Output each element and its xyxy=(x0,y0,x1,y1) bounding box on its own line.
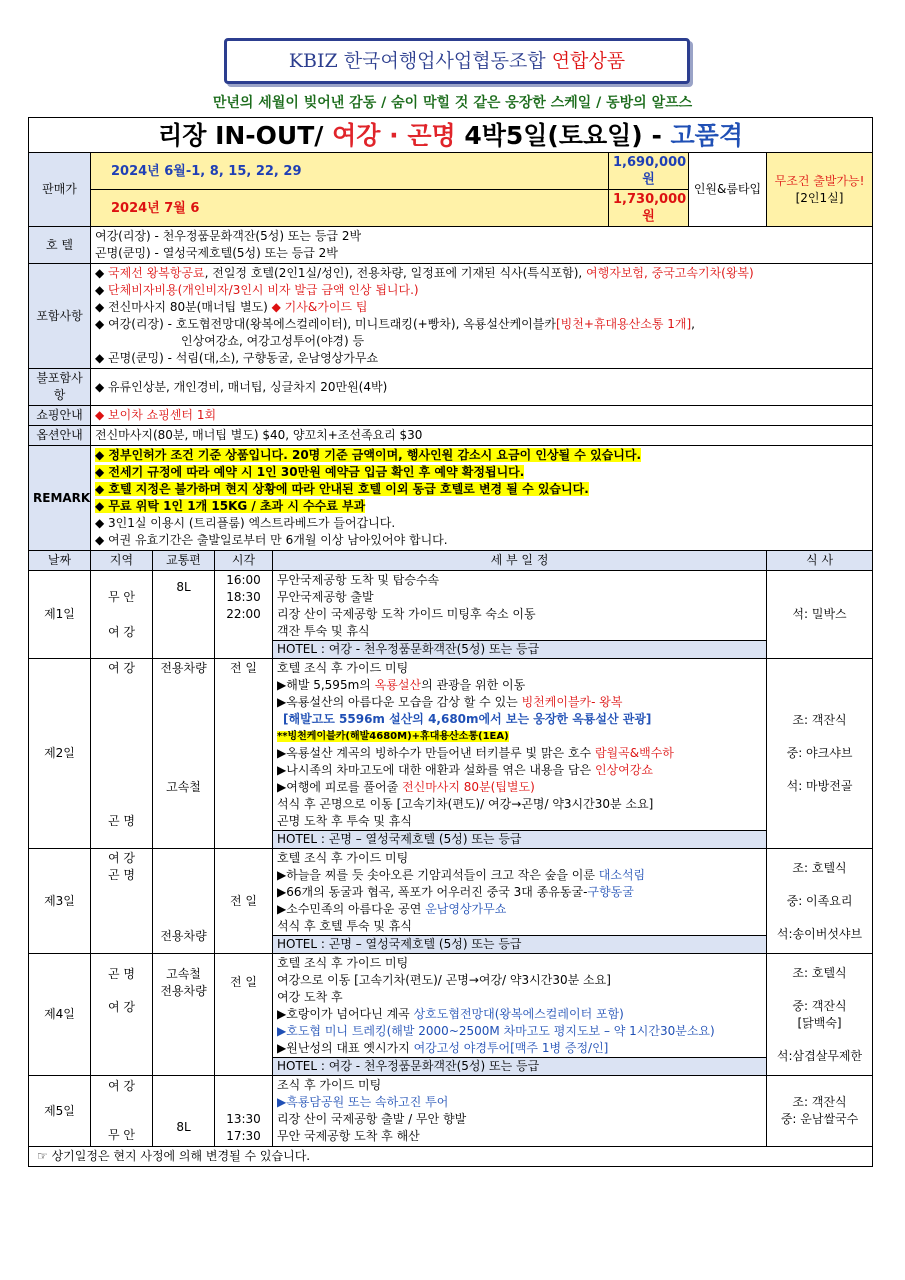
inc-kunming: ◆ 곤명(쿤밍) - 석림(대,소), 구향동굴, 운남영상가무쇼 xyxy=(95,351,379,365)
header-time: 시각 xyxy=(215,551,273,571)
footer-note: ☞ 상기일정은 현지 사정에 의해 변경될 수 있습니다. xyxy=(29,1147,873,1167)
remark-line-6: ◆ 여권 유효기간은 출발일로부터 만 6개월 이상 남아있어야 합니다. xyxy=(95,533,448,547)
day4-detail-5: ▶호도협 미니 트레킹(해발 2000~2500M 차마고도 평지도보 – 약 1시간30분소요) xyxy=(277,1024,715,1038)
excluded-info: ◆ 유류인상분, 개인경비, 매너팁, 싱글차지 20만원(4박) xyxy=(91,369,873,406)
day2-time: 전 일 xyxy=(215,659,273,849)
day4-transport xyxy=(153,954,215,1076)
day4-detail-4b: 상호도협전망대(왕복에스컬레이터 포함) xyxy=(413,1007,624,1021)
day5-label: 제5일 xyxy=(29,1076,91,1147)
day5-region-2: 무 안 xyxy=(108,1128,135,1142)
day1-time-2: 18:30 xyxy=(226,590,261,604)
day1-time-3: 22:00 xyxy=(226,607,261,621)
day2-meal-2: 중: 야크샤브 xyxy=(786,746,853,760)
inc-show: 인상여강쇼, 여강고성투어(야경) 등 xyxy=(181,334,365,348)
shopping-row xyxy=(29,406,873,426)
page-title xyxy=(29,118,873,153)
logo-prefix: KBIZ xyxy=(288,50,344,72)
day1-region-1: 무 안 xyxy=(108,589,135,604)
sales-price-1: 1,690,000원 xyxy=(609,153,689,190)
day2-detail-9: 석식 후 곤명으로 이동 [고속기차(편도)/ 여강→곤명/ 약3시간30분 소요] xyxy=(277,797,654,811)
day5-meal-2: 중: 운남쌀국수 xyxy=(780,1112,859,1126)
day2-detail-8b: 전신마사지 80분(팁별도) xyxy=(402,780,535,794)
day5-meal-1: 조: 객잔식 xyxy=(792,1095,847,1109)
day5-detail-3: 리장 산이 국제공항 출발 / 무안 향발 xyxy=(277,1112,467,1126)
day5-time-1: 13:30 xyxy=(226,1112,261,1126)
day2-detail-6b: 람월곡&백수하 xyxy=(594,746,674,760)
day1-time xyxy=(215,571,273,659)
option-info: 전신마사지(80분, 매너팁 별도) $40, 양꼬치+조선족요리 $30 xyxy=(91,426,873,446)
day4-detail-1: 호텔 조식 후 가이드 미팅 xyxy=(277,956,409,970)
day4-region-1: 곤 명 xyxy=(108,967,135,981)
day3-region-1: 여 강 xyxy=(108,851,135,865)
day2-meal-3: 석: 마방전골 xyxy=(786,779,853,793)
day3-label: 제3일 xyxy=(29,849,91,954)
day4-detail-2: 여강으로 이동 [고속기차(편도)/ 곤명→여강/ 약3시간30분 소요] xyxy=(277,973,611,987)
inc-comma: , xyxy=(691,317,695,331)
day5-detail xyxy=(273,1076,767,1147)
day2-detail xyxy=(273,659,767,849)
day1-region xyxy=(91,571,153,659)
day3-detail-3b: 구향동굴 xyxy=(587,885,634,899)
room-note-2: [2인1실] xyxy=(795,190,844,205)
excluded-row xyxy=(29,369,873,406)
day4-meal-1: 조: 호텔식 xyxy=(792,965,847,980)
day3-meal-2: 중: 이족요리 xyxy=(786,893,853,908)
logo-box xyxy=(224,38,690,84)
day4-region xyxy=(91,954,153,1076)
remark-line-4: ◆ 무료 위탁 1인 1개 15KG / 초과 시 수수료 부과 xyxy=(95,499,366,513)
day3-hotel: HOTEL : 곤명 – 열성국제호텔 (5성) 또는 등급 xyxy=(273,935,766,953)
inc-tip: ◆ 기사&가이드 팁 xyxy=(271,300,368,314)
day3-detail-5: 석식 후 호텔 투숙 및 휴식 xyxy=(277,919,412,933)
day2-detail-8a: ▶여행에 피로를 풀어줄 xyxy=(277,780,403,794)
day3-detail-1: 호텔 조식 후 가이드 미팅 xyxy=(277,851,409,865)
day2-region-1: 여 강 xyxy=(108,661,135,675)
day2-transport-2: 고속철 xyxy=(166,780,201,794)
day2-meal xyxy=(767,659,873,849)
day5-detail-4: 무안 국제공항 도착 후 해산 xyxy=(277,1129,420,1143)
header-meal: 식 사 xyxy=(767,551,873,571)
option-label: 옵션안내 xyxy=(29,426,91,446)
day3-meal-1: 조: 호텔식 xyxy=(792,860,847,875)
title-part3: 4박5일(토요일) - xyxy=(455,120,671,150)
day4-time: 전 일 xyxy=(215,954,273,1076)
day5-row xyxy=(29,1076,873,1147)
included-label: 포함사항 xyxy=(29,264,91,369)
day2-meal-1: 조: 객잔식 xyxy=(792,713,847,727)
day3-time: 전 일 xyxy=(215,849,273,954)
day2-region-2: 곤 명 xyxy=(108,814,135,828)
inc-train: 중국고속기차(왕복) xyxy=(651,266,754,280)
hotel-label: 호 텔 xyxy=(29,227,91,264)
day4-region-2: 여 강 xyxy=(108,1000,135,1014)
hotel-line-1: 여강(리장) - 천우정품문화객잔(5성) 또는 등급 2박 xyxy=(95,229,362,243)
day3-detail xyxy=(273,849,767,954)
remark-line-5: ◆ 3인1실 이용시 (트리플룸) 엑스트라베드가 들어갑니다. xyxy=(95,516,396,530)
remark-info xyxy=(91,446,873,551)
day5-region-1: 여 강 xyxy=(108,1079,135,1093)
day2-row xyxy=(29,659,873,849)
logo-product: 연합상품 xyxy=(551,50,626,72)
day3-region-2: 곤 명 xyxy=(108,868,135,882)
title-row xyxy=(29,118,873,153)
day2-hotel: HOTEL : 곤명 – 열성국제호텔 (5성) 또는 등급 xyxy=(273,830,766,848)
day1-time-1: 16:00 xyxy=(226,573,261,587)
day4-meal-2b: [닭백숙] xyxy=(797,1015,842,1030)
inc-massage: ◆ 전신마사지 80분(매너팁 별도) xyxy=(95,300,272,314)
remark-line-3: ◆ 호텔 지정은 불가하며 현지 상황에 따라 안내된 호텔 이외 동급 호텔로 변경 될 수 있습니다. xyxy=(95,482,589,496)
sales-label: 판매가 xyxy=(29,153,91,227)
room-type-label: 인원&룸타입 xyxy=(689,153,767,227)
remark-label: REMARK xyxy=(29,446,91,551)
shopping-info: ◆ 보이차 쇼핑센터 1회 xyxy=(91,406,873,426)
day3-detail-2a: ▶하늘을 찌를 듯 솟아오른 기암괴석들이 크고 작은 숲을 이룬 xyxy=(277,868,599,882)
day1-detail-3: 리장 산이 국제공항 도착 가이드 미팅후 숙소 이동 xyxy=(277,607,536,621)
day3-meal-3: 석:송이버섯샤브 xyxy=(776,926,863,941)
day1-hotel: HOTEL : 여강 - 천우정품문화객잔(5성) 또는 등급 xyxy=(273,640,766,658)
day2-label: 제2일 xyxy=(29,659,91,849)
day4-detail-6a: ▶원난성의 대표 옛시가지 xyxy=(277,1041,414,1055)
day4-transport-2: 전용차량 xyxy=(160,984,207,998)
hotel-line-2: 곤명(쿤밍) - 열성국제호텔(5성) 또는 등급 2박 xyxy=(95,246,338,260)
day1-detail xyxy=(273,571,767,659)
inc-main: , 전일정 호텔(2인1실/성인), 전용차량, 일정표에 기재된 식사(특식포함), xyxy=(204,266,587,280)
footer-row xyxy=(29,1147,873,1167)
day3-detail-2b: 대소석림 xyxy=(598,868,646,882)
day2-detail-3a: ▶옥룡설산의 아름다운 모습을 감상 할 수 있는 xyxy=(277,695,522,709)
slogan: 만년의 세월이 빚어낸 감동 / 숨이 막힐 것 같은 웅장한 스케일 / 동방의 알프스 xyxy=(212,95,693,111)
sales-date-2: 2024년 7월 6 xyxy=(91,190,609,227)
inc-insurance: 여행자보험, xyxy=(586,266,652,280)
day2-detail-3b: 빙천케이블카- 왕복 xyxy=(521,695,623,709)
day4-meal-3: 석:삼겹살무제한 xyxy=(776,1048,863,1063)
excluded-label: 불포함사항 xyxy=(29,369,91,406)
day5-detail-2: ▶흑룡담공원 또는 속하고진 투어 xyxy=(277,1095,449,1109)
day4-transport-1: 고속철 xyxy=(166,967,201,981)
day2-detail-7b: 인상여강쇼 xyxy=(594,763,653,777)
inc-airfare: 국제선 왕복항공료 xyxy=(108,266,205,280)
day2-detail-7a: ▶나시족의 차마고도에 대한 애환과 설화를 엮은 내용을 담은 xyxy=(277,763,595,777)
day1-meal: 석: 밀박스 xyxy=(767,571,873,659)
hotel-row xyxy=(29,227,873,264)
inc-glacier: [빙천+휴대용산소통 1개] xyxy=(555,317,692,331)
sales-date-1: 2024년 6월-1, 8, 15, 22, 29 xyxy=(91,153,609,190)
day2-transport-1: 전용차량 xyxy=(160,661,207,675)
day5-region xyxy=(91,1076,153,1147)
day5-detail-1: 조식 후 가이드 미팅 xyxy=(277,1078,382,1092)
header-region: 지역 xyxy=(91,551,153,571)
remark-line-2: ◆ 전세기 규정에 따라 예약 시 1인 30만원 예약금 입금 확인 후 예약 확정됩니다. xyxy=(95,465,525,479)
itinerary-table xyxy=(28,117,873,1167)
title-part2: 여강 · 곤명 xyxy=(332,120,456,150)
room-note xyxy=(767,153,873,227)
option-row xyxy=(29,426,873,446)
day1-label: 제1일 xyxy=(29,571,91,659)
day1-region-2: 여 강 xyxy=(108,624,135,639)
day2-detail-10: 곤명 도착 후 투숙 및 휴식 xyxy=(277,814,412,828)
day2-detail-5: **빙천케이블카(해발4680M)+휴대용산소통(1EA) xyxy=(277,731,509,742)
day1-detail-1: 무안국제공항 도착 및 탑승수속 xyxy=(277,573,440,587)
title-part1: 리장 IN-OUT/ xyxy=(158,120,333,150)
logo-org: 한국여행업사업협동조합 xyxy=(343,50,552,72)
day2-transport xyxy=(153,659,215,849)
day2-region xyxy=(91,659,153,849)
remark-line-1: ◆ 정부인허가 조건 기준 상품입니다. 20명 기준 금액이며, 행사인원 감소시 요금이 인상될 수 있습니다. xyxy=(95,448,642,462)
day5-transport: 8L xyxy=(153,1076,215,1147)
day5-meal xyxy=(767,1076,873,1147)
day1-transport: 8L xyxy=(153,571,215,659)
day1-detail-2: 무안국제공항 출발 xyxy=(277,590,374,604)
day4-hotel: HOTEL : 여강 - 천우정품문화객잔(5성) 또는 등급 xyxy=(273,1057,766,1075)
day3-region xyxy=(91,849,153,954)
day3-detail-3a: ▶66개의 동굴과 협곡, 폭포가 어우러진 중국 3대 종유동굴- xyxy=(277,885,588,899)
header-detail: 세 부 일 정 xyxy=(273,551,767,571)
day2-detail-2a: ▶해발 5,595m의 xyxy=(277,678,375,692)
day3-detail-4a: ▶소수민족의 아름다운 공연 xyxy=(277,902,426,916)
title-part4: 고품격 xyxy=(670,120,743,150)
shopping-label: 쇼핑안내 xyxy=(29,406,91,426)
day1-row xyxy=(29,571,873,659)
inc-bullet: ◆ xyxy=(95,266,109,280)
day2-detail-2c: 의 관광을 위한 이동 xyxy=(421,678,526,692)
day3-detail-4b: 운남영상가무쇼 xyxy=(425,902,507,916)
day3-transport: 전용차량 xyxy=(153,849,215,954)
hotel-info xyxy=(91,227,873,264)
day2-detail-1: 호텔 조식 후 가이드 미팅 xyxy=(277,661,409,675)
header-day: 날짜 xyxy=(29,551,91,571)
day4-detail-6b: 여강고성 야경투어[맥주 1병 증정/인] xyxy=(413,1041,609,1055)
included-info: ◆ 국제선 왕복항공료, 전일정 호텔(2인1실/성인), 전용차량, 일정표에 기재된 식사(특식포함), 여행자보험, 중국고속기차(왕복) ◆ 단체비자비용(개인비자/3인시 비자 발급 금액 인상 됩니다.) ◆ 전신마사지 80분(매너팁 별도) ◆ 기사&가이드 팁 ◆ 여강(리장) - 호도협전망대(왕복에스컬레이터), 미니트래킹(+빵차), 옥룡설산케이블카[빙천+휴대용산소통 1개], 인상여강쇼, 여강고성투어(야경) 등 ◆ 곤명(쿤밍) - 석림(대,소), 구향동굴, 운남영상가무쇼 xyxy=(91,264,873,369)
schedule-header xyxy=(29,551,873,571)
day3-row xyxy=(29,849,873,954)
day4-detail-4a: ▶호랑이가 넘어다닌 계곡 xyxy=(277,1007,414,1021)
day5-time xyxy=(215,1076,273,1147)
day3-meal xyxy=(767,849,873,954)
day4-meal xyxy=(767,954,873,1076)
day2-detail-6a: ▶옥룡설산 계곡의 빙하수가 만들어낸 터키블루 빛 맑은 호수 xyxy=(277,746,595,760)
day4-meal-2: 중: 객잔식 xyxy=(792,998,847,1013)
day4-label: 제4일 xyxy=(29,954,91,1076)
inc-visa: 단체비자비용(개인비자/3인시 비자 발급 금액 인상 됩니다.) xyxy=(108,283,419,297)
day5-time-2: 17:30 xyxy=(226,1129,261,1143)
day4-row xyxy=(29,954,873,1076)
day4-detail-3: 여강 도착 후 xyxy=(277,990,343,1004)
day1-detail-4: 객잔 투숙 및 휴식 xyxy=(277,624,370,638)
included-row xyxy=(29,264,873,369)
day4-detail xyxy=(273,954,767,1076)
sales-row-1 xyxy=(29,153,873,190)
inc-lijiang: ◆ 여강(리장) - 호도협전망대(왕복에스컬레이터), 미니트래킹(+빵차), 옥룡설산케이블카 xyxy=(95,317,556,331)
day2-detail-4: [해발고도 5596m 설산의 4,680m에서 보는 웅장한 옥룡설산 관광] xyxy=(283,712,652,726)
day2-detail-2b: 옥룡설산 xyxy=(374,678,422,692)
remark-row xyxy=(29,446,873,551)
header-transport: 교통편 xyxy=(153,551,215,571)
room-note-1: 무조건 출발가능! xyxy=(774,173,865,188)
sales-price-2: 1,730,000원 xyxy=(609,190,689,227)
